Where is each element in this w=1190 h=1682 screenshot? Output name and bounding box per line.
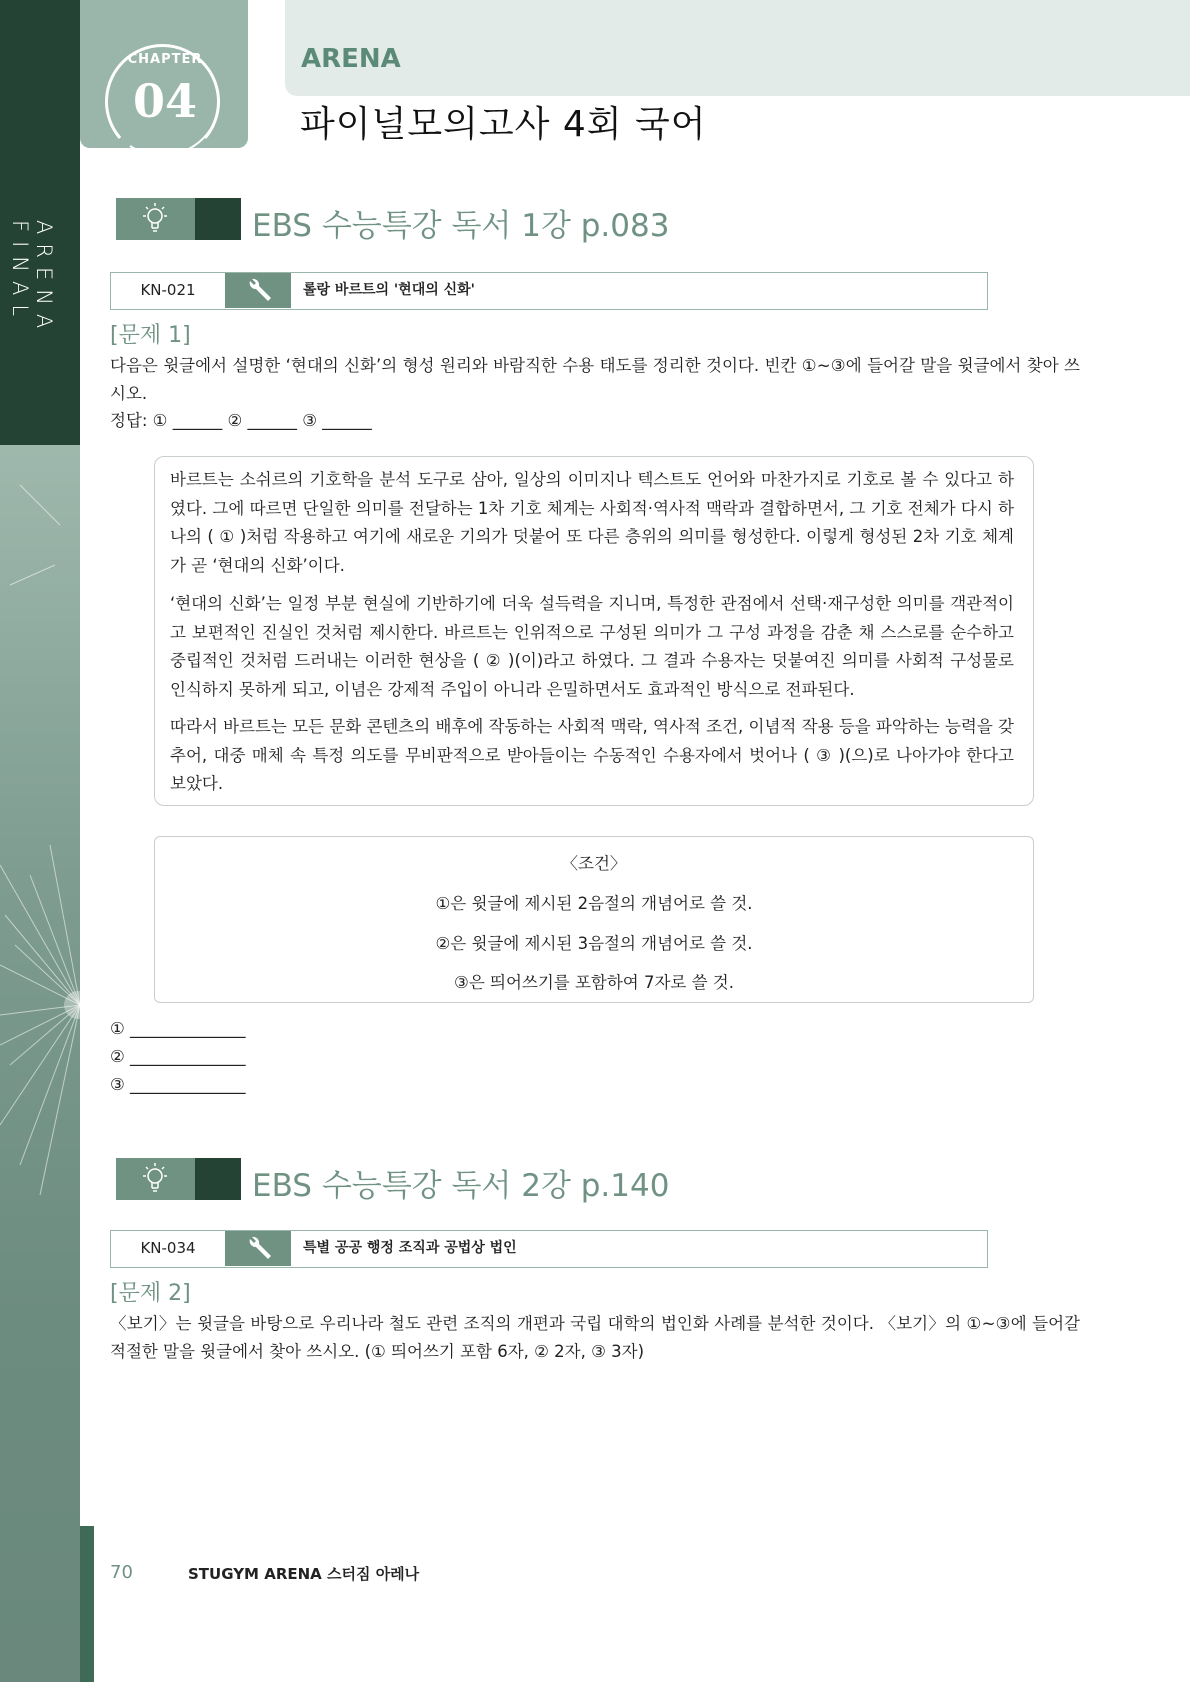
footer-brand: STUGYM ARENA 스터짐 아레나 bbox=[188, 1565, 420, 1583]
topic-code: KN-034 bbox=[140, 1239, 196, 1257]
section-title-1: EBS 수능특강 독서 1강 p.083 bbox=[252, 208, 670, 244]
section-dark-box bbox=[195, 198, 241, 240]
section-title-2: EBS 수능특강 독서 2강 p.140 bbox=[252, 1168, 670, 1204]
answer-blank[interactable]: ③ ______________ bbox=[110, 1075, 246, 1094]
section-label: ARENA bbox=[301, 44, 401, 74]
burst-pattern bbox=[0, 445, 80, 1682]
chapter-number: 04 bbox=[132, 74, 197, 128]
topic-box-1 bbox=[110, 272, 988, 310]
section-dark-box bbox=[195, 1158, 241, 1200]
sidebar-photo bbox=[0, 445, 80, 1682]
problem-label-2: [문제 2] bbox=[110, 1281, 191, 1306]
section-icon-box bbox=[116, 1158, 195, 1200]
section-icon-box bbox=[116, 198, 195, 240]
footer-accent-strip bbox=[80, 1526, 94, 1682]
passage-paragraph: 바르트는 소쉬르의 기호학을 분석 도구로 삼아, 일상의 이미지나 텍스트도 언어와 마찬가지로 기호로 볼 수 있다고 하였다. 그에 따르면 단일한 의미를 전달하는 1차 기호 체계는 사회적·역사적 맥락과 결합하면서, 그 기호 전체가 다시 하나의 ( ① )처럼 작용하고 여기에 새로운 기의가 덧붙어 또 다른 층위의 의미를 형성한다. 이렇게 형성된 2차 기호 체계가 곧 ‘현대의 신화’이다. bbox=[170, 470, 1014, 575]
answer-blank[interactable]: ② ______________ bbox=[110, 1047, 246, 1066]
condition-item: ①은 윗글에 제시된 2음절의 개념어로 쓸 것. bbox=[435, 894, 753, 913]
lightbulb-icon bbox=[116, 1158, 195, 1200]
chapter-label: CHAPTER bbox=[127, 52, 203, 67]
wrench-icon-box bbox=[225, 1231, 291, 1266]
problem-label-1: [문제 1] bbox=[110, 323, 191, 348]
answer-blank[interactable]: ① ______________ bbox=[110, 1019, 246, 1038]
wrench-icon-box bbox=[225, 273, 291, 308]
passage-paragraph: 따라서 바르트는 모든 문화 콘텐츠의 배후에 작동하는 사회적 맥락, 역사적 조건, 이념적 작용 등을 파악하는 능력을 갖추어, 대중 매체 속 특정 의도를 무비판적으로 받아들이는 수동적인 수용자에서 벗어나 ( ③ )(으)로 나아가야 한다고 보았다. bbox=[170, 717, 1014, 793]
sidebar-vertical-text: ARENA FINAL bbox=[8, 220, 56, 338]
condition-item: ③은 띄어쓰기를 포함하여 7자로 쓸 것. bbox=[454, 973, 734, 992]
topic-title: 롤랑 바르트의 '현대의 신화' bbox=[303, 282, 475, 298]
condition-item: ②은 윗글에 제시된 3음절의 개념어로 쓸 것. bbox=[435, 934, 753, 953]
lightbulb-icon bbox=[116, 198, 195, 240]
passage-paragraph: ‘현대의 신화’는 일정 부분 현실에 기반하기에 더욱 설득력을 지니며, 특정한 관점에서 선택·재구성한 의미를 객관적이고 보편적인 진실인 것처럼 제시한다. 바르트는 인위적으로 구성된 의미가 그 구성 과정을 감춘 채 스스로를 순수하고 중립적인 것처럼 드러내는 이러한 현상을 ( ② )(이)라고 하였다. 그 결과 수용자는 덧붙여진 의미를 사회적 구성물로 인식하지 못하게 되고, 이념은 강제적 주입이 아니라 은밀하면서도 효과적인 방식으로 전파된다. bbox=[170, 594, 1014, 699]
topic-code: KN-021 bbox=[140, 281, 196, 299]
problem-instruction-2: 〈보기〉는 윗글을 바탕으로 우리나라 철도 관련 조직의 개편과 국립 대학의 법인화 사례를 분석한 것이다. 〈보기〉의 ①~③에 들어갈 적절한 말을 윗글에서 찾아 쓰시오. (① 띄어쓰기 포함 6자, ② 2자, ③ 3자) bbox=[110, 1314, 1080, 1361]
wrench-icon bbox=[225, 1231, 291, 1266]
topic-box-2 bbox=[110, 1230, 988, 1268]
topic-title: 특별 공공 행정 조직과 공법상 법인 bbox=[303, 1240, 517, 1256]
wrench-icon bbox=[225, 273, 291, 308]
answer-line: 정답: ① ______ ② ______ ③ ______ bbox=[110, 411, 372, 430]
header-band bbox=[285, 0, 1190, 96]
page-title: 파이널모의고사 4회 국어 bbox=[300, 104, 707, 145]
problem-instruction-1: 다음은 윗글에서 설명한 ‘현대의 신화’의 형성 원리와 바람직한 수용 태도를 정리한 것이다. 빈칸 ①~③에 들어갈 말을 윗글에서 찾아 쓰시오. bbox=[110, 356, 1080, 403]
page-number: 70 bbox=[110, 1562, 133, 1583]
conditions-title: 〈조건〉 bbox=[561, 854, 627, 873]
